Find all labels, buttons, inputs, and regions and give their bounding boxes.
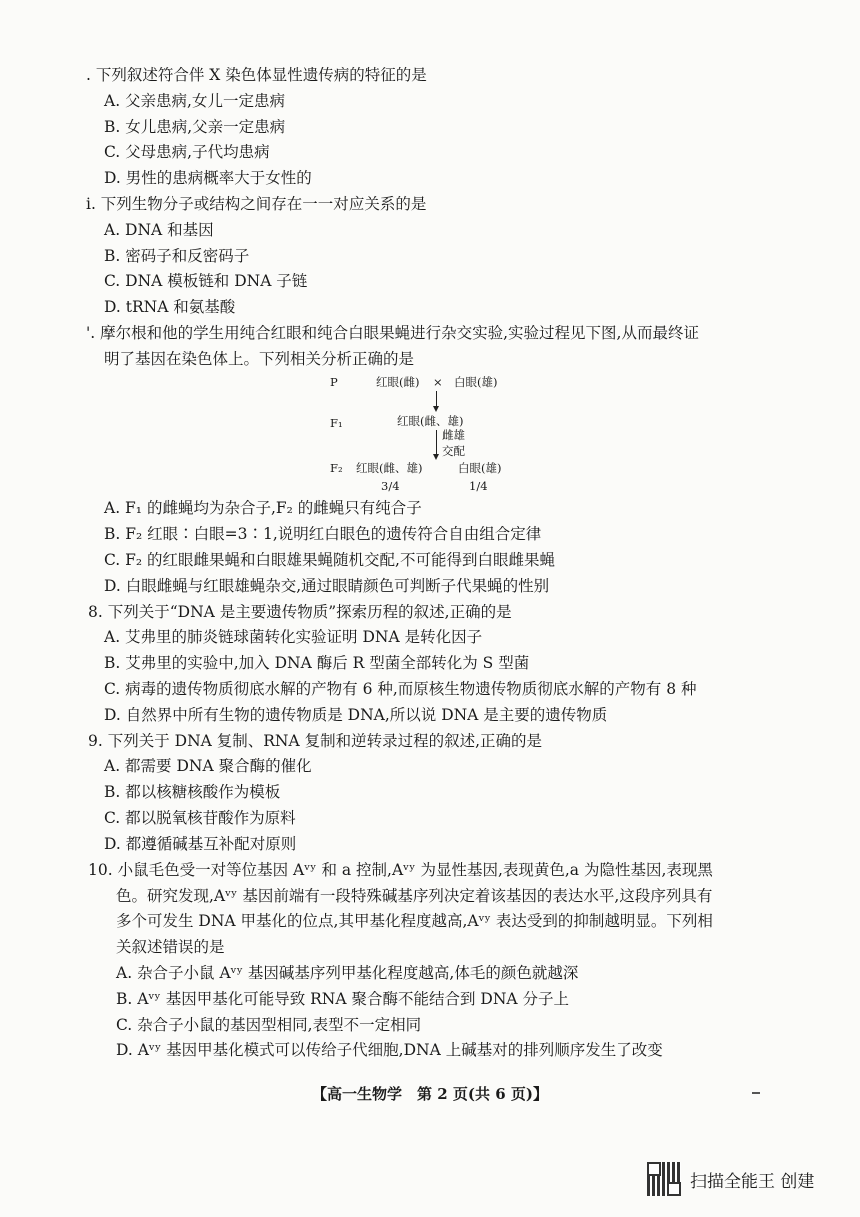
f2-white-ratio: 1/4 xyxy=(469,479,488,493)
question-7-option-d: D. 白眼雌蝇与红眼雄蝇杂交,通过眼睛颜色可判断子代果蝇的性别 xyxy=(104,577,550,595)
question-8-option-d: D. 自然界中所有生物的遗传物质是 DNA,所以说 DNA 是主要的遗传物质 xyxy=(104,706,608,724)
p-generation-label: P xyxy=(330,375,338,389)
question-10-stem-line-2: 色。研究发现,Aᵛʸ 基因前端有一段特殊碱基序列决定着该基因的表达水平,这段序列具有 xyxy=(116,887,713,905)
question-7-option-b: B. F₂ 红眼∶白眼=3∶1,说明红白眼色的遗传符合自由组合定律 xyxy=(104,525,542,543)
f2-white-eye: 白眼(雄) xyxy=(458,461,502,475)
qr-code-icon xyxy=(647,1162,681,1196)
question-6-option-b: B. 密码子和反密码子 xyxy=(104,247,250,265)
question-7-option-c: C. F₂ 的红眼雌果蝇和白眼雄果蝇随机交配,不可能得到白眼雌果蝇 xyxy=(104,551,555,569)
question-10-stem-line-3: 多个可发生 DNA 甲基化的位点,其甲基化程度越高,Aᵛʸ 表达受到的抑制越明显。下列相 xyxy=(116,912,713,930)
question-9-option-a: A. 都需要 DNA 聚合酶的催化 xyxy=(104,757,312,775)
p-female-red-eye: 红眼(雌) xyxy=(376,375,420,389)
question-6-option-c: C. DNA 模板链和 DNA 子链 xyxy=(104,272,308,290)
question-6-option-d: D. tRNA 和氨基酸 xyxy=(104,298,236,316)
question-7-stem-line-1: '. 摩尔根和他的学生用纯合红眼和纯合白眼果蝇进行杂交实验,实验过程见下图,从而最终证 xyxy=(86,324,699,342)
question-10-option-b: B. Aᵛʸ 基因甲基化可能导致 RNA 聚合酶不能结合到 DNA 分子上 xyxy=(116,990,570,1008)
question-8-option-a: A. 艾弗里的肺炎链球菌转化实验证明 DNA 是转化因子 xyxy=(104,628,483,646)
f2-generation-label: F₂ xyxy=(330,461,343,475)
question-7-stem-line-2: 明了基因在染色体上。下列相关分析正确的是 xyxy=(104,350,415,368)
question-5-stem: . 下列叙述符合伴 X 染色体显性遗传病的特征的是 xyxy=(86,66,427,84)
question-5-option-a: A. 父亲患病,女儿一定患病 xyxy=(104,92,285,110)
mating-label-2: 交配 xyxy=(442,444,465,458)
question-9-option-b: B. 都以核糖核酸作为模板 xyxy=(104,783,281,801)
question-8-option-b: B. 艾弗里的实验中,加入 DNA 酶后 R 型菌全部转化为 S 型菌 xyxy=(104,654,530,672)
question-6-stem: i. 下列生物分子或结构之间存在一一对应关系的是 xyxy=(86,195,427,213)
question-5-option-b: B. 女儿患病,父亲一定患病 xyxy=(104,118,286,136)
scanner-watermark: 扫描全能王 创建 xyxy=(690,1172,815,1192)
question-6-option-a: A. DNA 和基因 xyxy=(104,221,214,239)
question-10-stem-line-4: 关叙述错误的是 xyxy=(116,938,225,956)
question-10-option-c: C. 杂合子小鼠的基因型相同,表型不一定相同 xyxy=(116,1016,422,1034)
arrow-head-icon xyxy=(433,454,439,460)
question-8-stem: 8. 下列关于“DNA 是主要遗传物质”探索历程的叙述,正确的是 xyxy=(88,603,512,621)
question-9-option-d: D. 都遵循碱基互补配对原则 xyxy=(104,835,297,853)
cross-symbol: × xyxy=(433,375,443,389)
question-8-option-c: C. 病毒的遗传物质彻底水解的产物有 6 种,而原核生物遗传物质彻底水解的产物有 8 种 xyxy=(104,680,697,698)
question-10-option-d: D. Aᵛʸ 基因甲基化模式可以传给子代细胞,DNA 上碱基对的排列顺序发生了改变 xyxy=(116,1041,663,1059)
question-9-option-c: C. 都以脱氧核苷酸作为原料 xyxy=(104,809,296,827)
scan-speck xyxy=(752,1092,760,1094)
f2-red-eye: 红眼(雌、雄) xyxy=(356,461,423,475)
question-5-option-d: D. 男性的患病概率大于女性的 xyxy=(104,169,312,187)
question-5-option-c: C. 父母患病,子代均患病 xyxy=(104,143,270,161)
f1-generation-label: F₁ xyxy=(330,416,343,430)
f1-phenotype: 红眼(雌、雄) xyxy=(397,414,464,428)
question-10-stem-line-1: 10. 小鼠毛色受一对等位基因 Aᵛʸ 和 a 控制,Aᵛʸ 为显性基因,表现黄色,a 为隐性基因,表现黑 xyxy=(88,861,713,879)
page-footer: 【高一生物学 第 2 页(共 6 页)】 xyxy=(312,1085,548,1103)
arrow-head-icon xyxy=(433,406,439,412)
question-9-stem: 9. 下列关于 DNA 复制、RNA 复制和逆转录过程的叙述,正确的是 xyxy=(88,732,543,750)
f2-red-ratio: 3/4 xyxy=(381,479,400,493)
question-10-option-a: A. 杂合子小鼠 Aᵛʸ 基因碱基序列甲基化程度越高,体毛的颜色就越深 xyxy=(116,964,579,982)
question-7-option-a: A. F₁ 的雌蝇均为杂合子,F₂ 的雌蝇只有纯合子 xyxy=(104,499,422,517)
arrow-f1-to-f2 xyxy=(436,430,437,456)
mating-label-1: 雌雄 xyxy=(442,428,465,442)
p-male-white-eye: 白眼(雄) xyxy=(454,375,498,389)
